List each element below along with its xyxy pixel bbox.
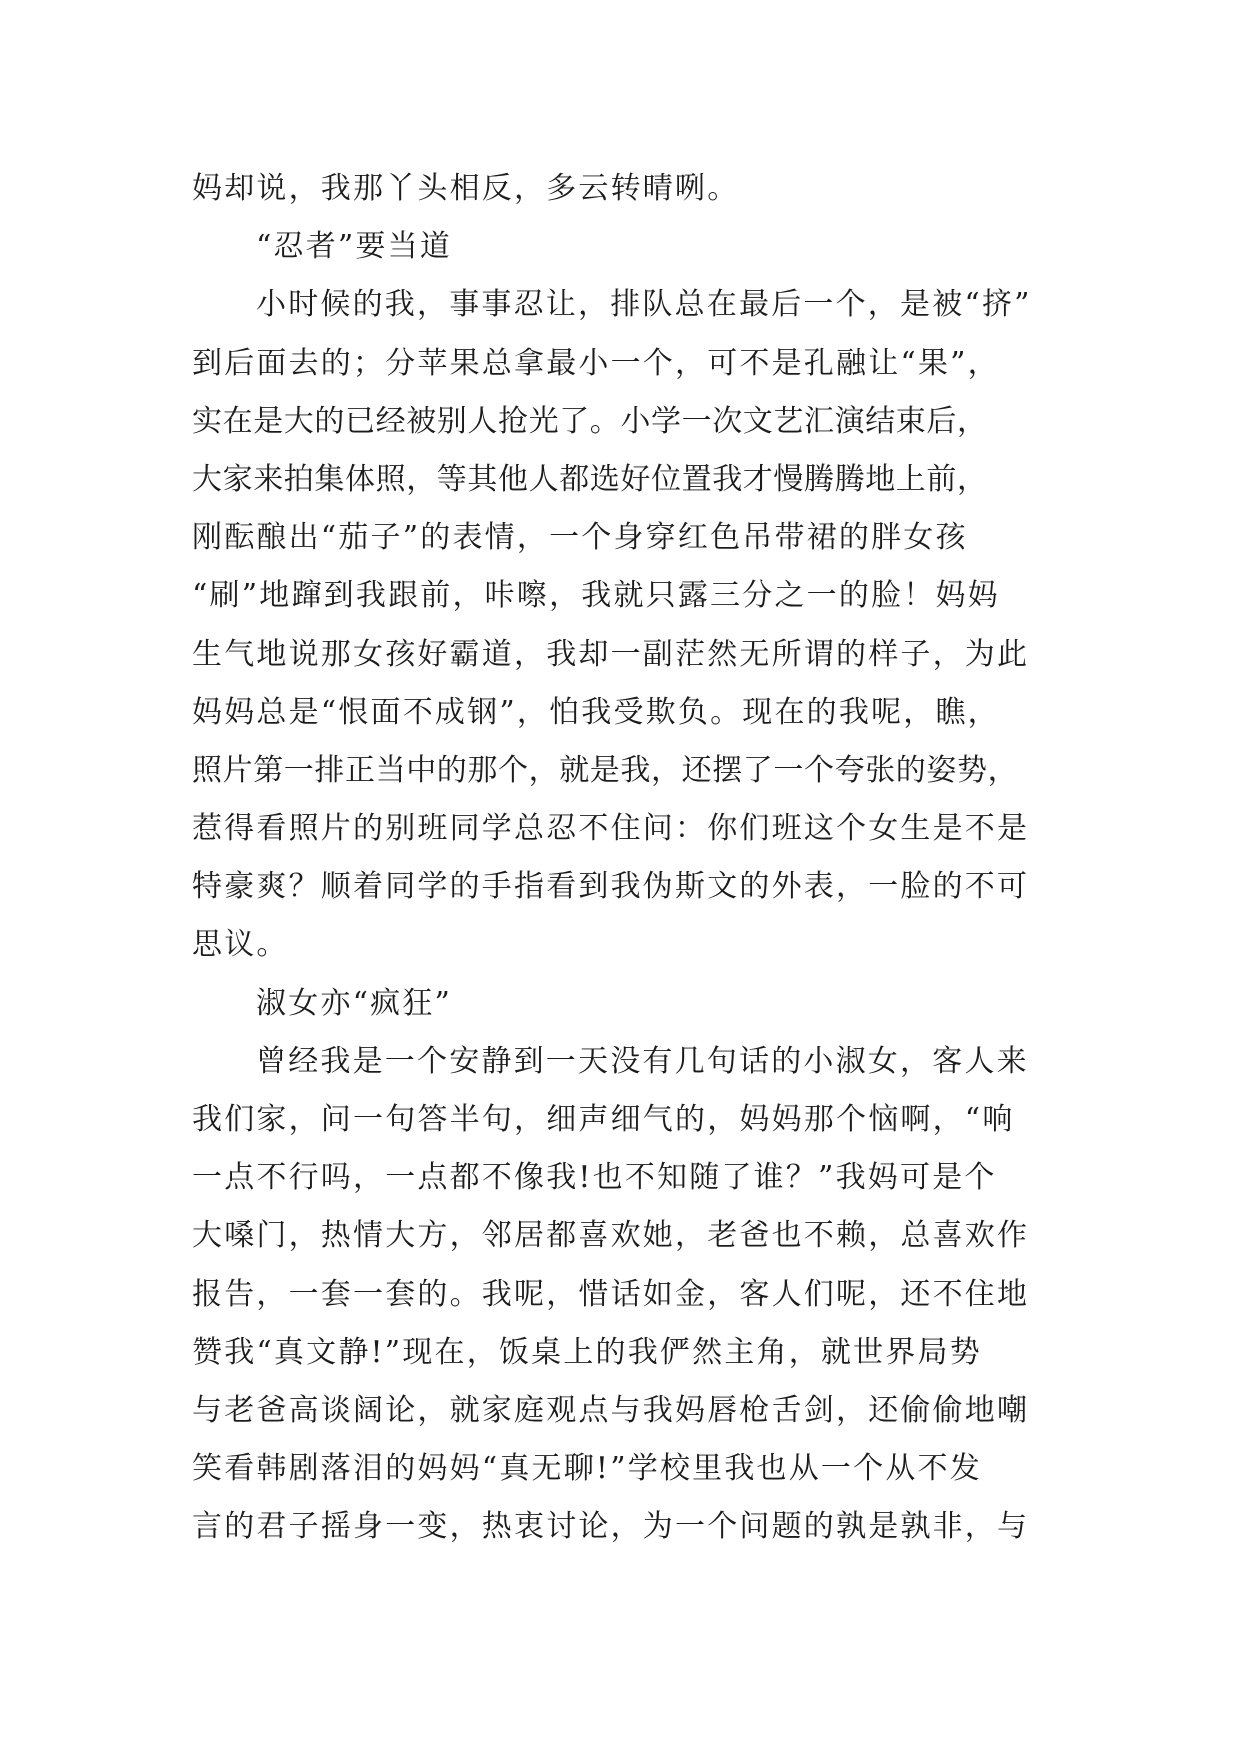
text-line-16: 曾经我是一个安静到一天没有几句话的小淑女，客人来 bbox=[256, 1043, 1029, 1079]
text-line-17: 我们家，问一句答半句，细声细气的，妈妈那个恼啊，“响 bbox=[192, 1102, 1015, 1137]
section-heading-ninja: “忍者”要当道 bbox=[256, 229, 453, 265]
text-line-13: 特豪爽？顺着同学的手指看到我伪斯文的外表，一脸的不可 bbox=[192, 869, 1030, 905]
text-line-20: 报告，一套一套的。我呢，惜话如金，客人们呢，还不住地 bbox=[192, 1276, 1030, 1312]
text-line-11: 照片第一排正当中的那个，就是我，还摆了一个夸张的姿势， bbox=[192, 752, 1019, 788]
text-line-14: 思议。 bbox=[192, 927, 289, 963]
text-line-5: 实在是大的已经被别人抢光了。小学一次文艺汇演结束后， bbox=[192, 403, 988, 439]
text-line-8: “刷”地蹿到我跟前，咔嚓，我就只露三分之一的脸！妈妈 bbox=[192, 578, 1000, 614]
text-line-4: 到后面去的；分苹果总拿最小一个，可不是孔融让“果”， bbox=[192, 345, 1000, 381]
text-line-9: 生气地说那女孩好霸道，我却一副茫然无所谓的样子，为此 bbox=[192, 636, 1030, 672]
text-line-23: 笑看韩剧落泪的妈妈“真无聊!”学校里我也从一个从不发 bbox=[192, 1451, 982, 1487]
body-text bbox=[192, 160, 1072, 1557]
text-line-22: 与老爸高谈阔论，就家庭观点与我妈唇枪舌剑，还偷偷地嘲 bbox=[192, 1392, 1030, 1428]
text-line-12: 惹得看照片的别班同学总忍不住问：你们班这个女生是不是 bbox=[192, 811, 1030, 847]
text-line-10: 妈妈总是“恨面不成钢”，怕我受欺负。现在的我呢，瞧， bbox=[192, 694, 1000, 730]
text-line-24: 言的君子摇身一变，热衷讨论，为一个问题的孰是孰非，与 bbox=[192, 1509, 1030, 1545]
text-line-1: 妈却说，我那丫头相反，多云转晴咧。 bbox=[192, 171, 740, 206]
text-line-21: 赞我“真文静!”现在，饭桌上的我俨然主角，就世界局势 bbox=[192, 1334, 982, 1370]
text-line-18: 一点不行吗，一点都不像我!也不知随了谁？”我妈可是个 bbox=[192, 1160, 997, 1196]
text-line-19: 大嗓门，热情大方，邻居都喜欢她，老爸也不赖，总喜欢作 bbox=[192, 1218, 1030, 1254]
section-heading-lady: 淑女亦“疯狂” bbox=[256, 985, 453, 1021]
text-line-3: 小时候的我，事事忍让，排队总在最后一个，是被“挤” bbox=[256, 287, 1032, 323]
text-line-7: 刚酝酿出“茄子”的表情，一个身穿红色吊带裙的胖女孩 bbox=[192, 520, 968, 556]
text-line-6: 大家来拍集体照，等其他人都选好位置我才慢腾腾地上前， bbox=[192, 461, 988, 497]
